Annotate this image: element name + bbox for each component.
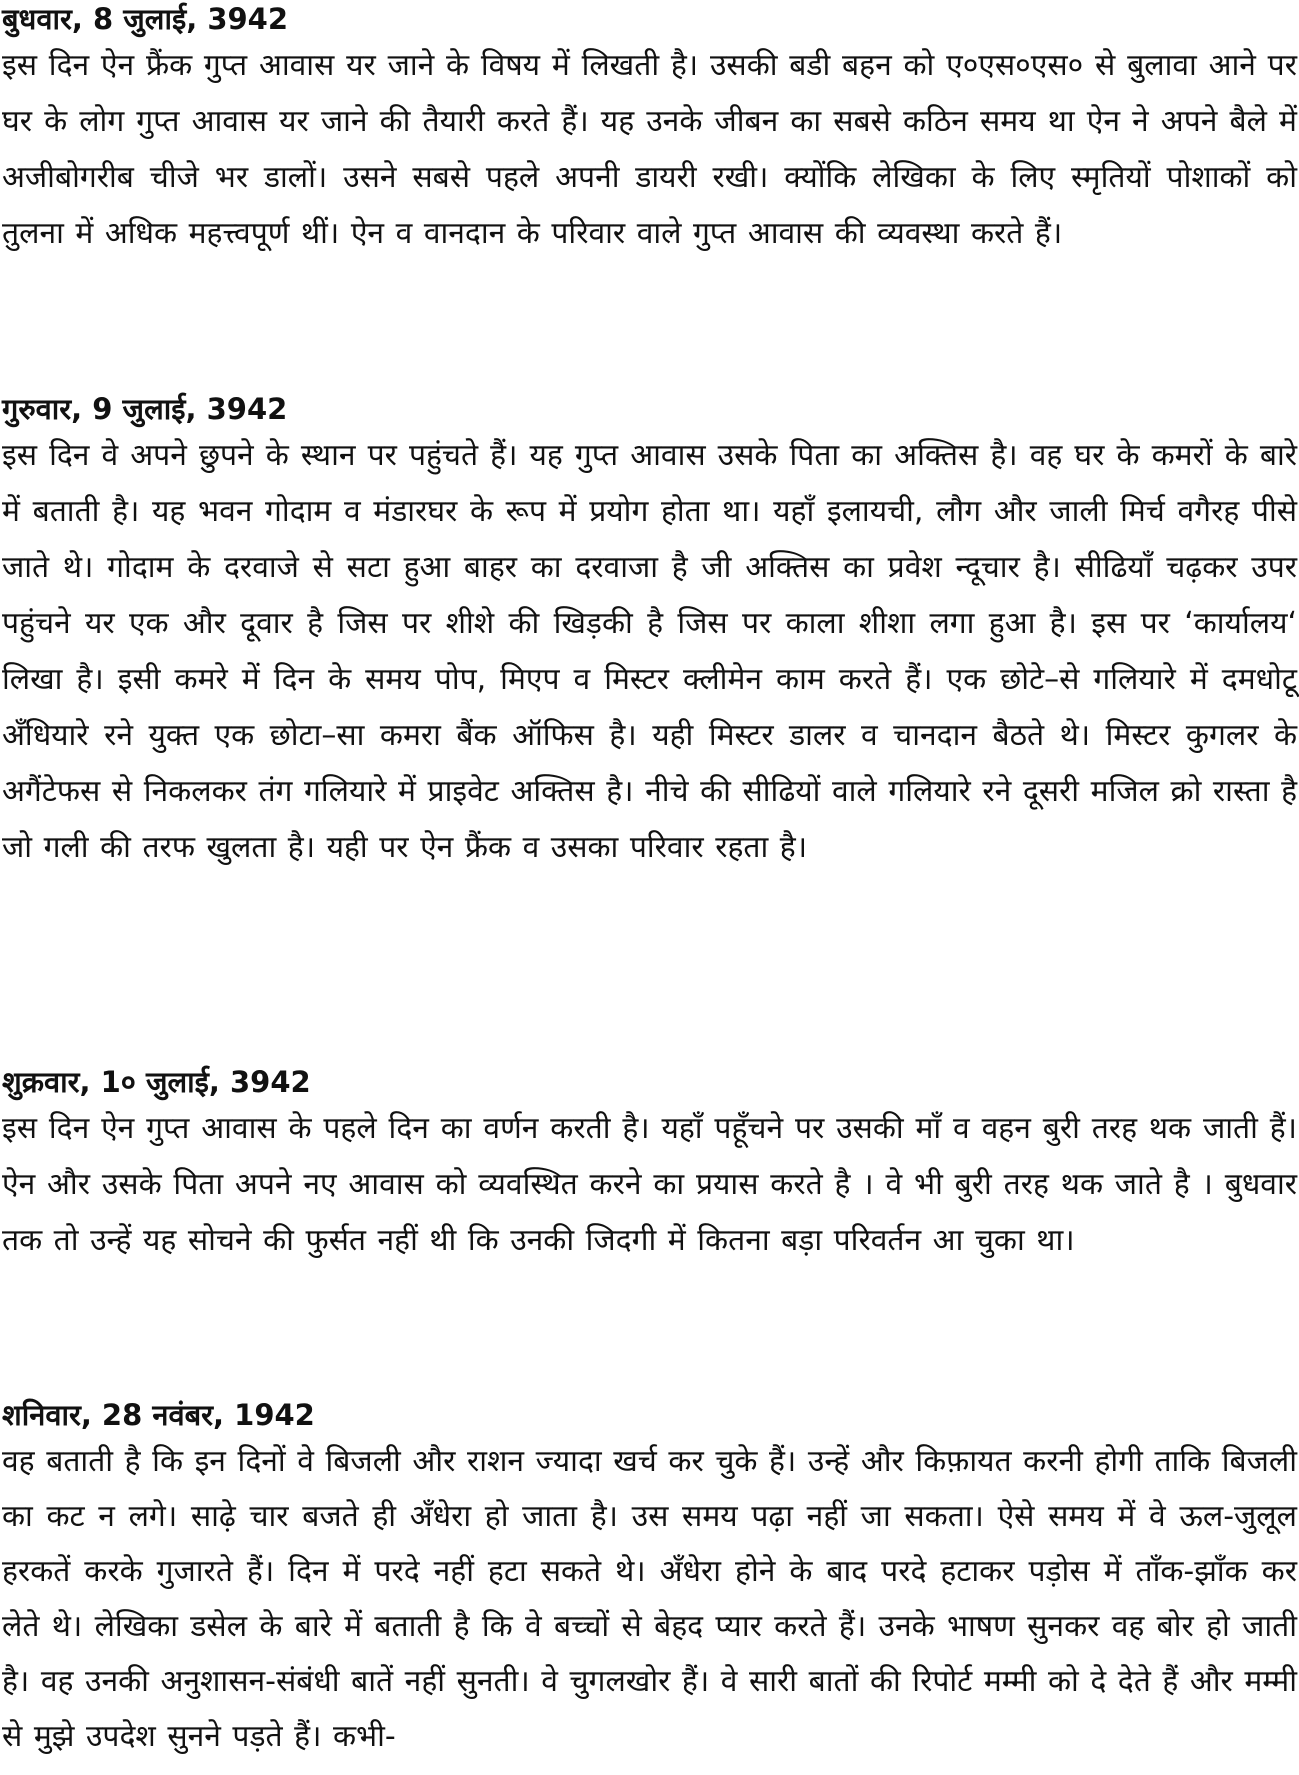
entry-body: वह बताती है कि इन दिनों वे बिजली और राशन ज्यादा खर्च कर चुके हैं। उन्हें और किफ़ायत करनी होगी ताकि बिजली का कट न लगे। साढ़े चार बजते ही अँधेरा हो जाता है। उस समय पढ़ा नहीं जा सकता। ऐसे समय में वे ऊल-जुलूल हरकतें करके गुजारते हैं। दिन में परदे नहीं हटा सकते थे। अँधेरा होने के बाद परदे हटाकर पड़ोस में ताँक-झाँक कर लेते थे। लेखिका डसेल के बारे में बताती है कि वे बच्चों से बेहद प्यार करते हैं। उनके भाषण सुनकर वह बोर हो जाती है। वह उनकी अनुशासन-संबंधी बातें नहीं सुनती। वे चुगलखोर हैं। वे सारी बातों की रिपोर्ट मम्मी को दे देते हैं और मम्मी से मुझे उपदेश सुनने पड़ते हैं। कभी- xyxy=(2,1444,1297,1754)
diary-entry-4 xyxy=(2,1396,1297,1764)
entry-heading: शुक्रवार, 1० जुलाई, 3942 xyxy=(2,1065,311,1099)
entry-heading: शनिवार, 28 नवंबर, 1942 xyxy=(2,1398,315,1432)
diary-entry-2 xyxy=(2,390,1297,876)
entry-heading: गुरुवार, 9 जुलाई, 3942 xyxy=(2,392,288,426)
diary-entry-1 xyxy=(2,0,1297,262)
entry-body: इस दिन वे अपने छुपने के स्थान पर पहुंचते हैं। यह गुप्त आवास उसके पिता का अक्तिस है। वह घर के कमरों के बारे में बताती है। यह भवन गोदाम व मंडारघर के रूप में प्रयोग होता था। यहाँ इलायची, लौग और जाली मिर्च वगैरह पीसे जाते थे। गोदाम के दरवाजे से सटा हुआ बाहर का दरवाजा है जी अक्तिस का प्रवेश न्दूचार है। सीढियाँ चढ़कर उपर पहुंचने यर एक और दूवार है जिस पर शीशे की खिड़की है जिस पर काला शीशा लगा हुआ है। इस पर ‘कार्यालय‘ लिखा है। इसी कमरे में दिन के समय पोप, मिएप व मिस्टर क्लीमेन काम करते हैं। एक छोटे–से गलियारे में दमधोटू अँधियारे रने युक्त एक छोटा–सा कमरा बैंक ऑफिस है। यही मिस्टर डालर व चानदान बैठते थे। मिस्टर कुगलर के अगैंटेफस से निकलकर तंग गलियारे में प्राइवेट अक्तिस है। नीचे की सीढियों वाले गलियारे रने दूसरी मजिल क्रो रास्ता है जो गली की तरफ खुलता है। यही पर ऐन फ्रैंक व उसका परिवार रहता है। xyxy=(2,438,1297,865)
entry-body: इस दिन ऐन फ्रैंक गुप्त आवास यर जाने के विषय में लिखती है। उसकी बडी बहन को ए०एस०एस० से बुलावा आने पर घर के लोग गुप्त आवास यर जाने की तैयारी करते हैं। यह उनके जीबन का सबसे कठिन समय था ऐन ने अपने बैले में अजीबोगरीब चीजे भर डालों। उसने सबसे पहले अपनी डायरी रखी। क्योंकि लेखिका के लिए स्मृतियों पोशाकों को तुलना में अधिक महत्त्वपूर्ण थीं। ऐन व वानदान के परिवार वाले गुप्त आवास की व्यवस्था करते हैं। xyxy=(2,48,1297,251)
entry-heading: बुधवार, 8 जुलाई, 3942 xyxy=(2,2,289,36)
diary-entry-3 xyxy=(2,1063,1297,1269)
entry-body: इस दिन ऐन गुप्त आवास के पहले दिन का वर्णन करती है। यहाँ पहूँचने पर उसकी माँ व वहन बुरी तरह थक जाती हैं। ऐन और उसके पिता अपने नए आवास को व्यवस्थित करने का प्रयास करते है । वे भी बुरी तरह थक जाते है । बुधवार तक तो उन्हें यह सोचने की फुर्सत नहीं थी कि उनकी जिदगी में कितना बड़ा परिवर्तन आ चुका था। xyxy=(2,1111,1297,1258)
